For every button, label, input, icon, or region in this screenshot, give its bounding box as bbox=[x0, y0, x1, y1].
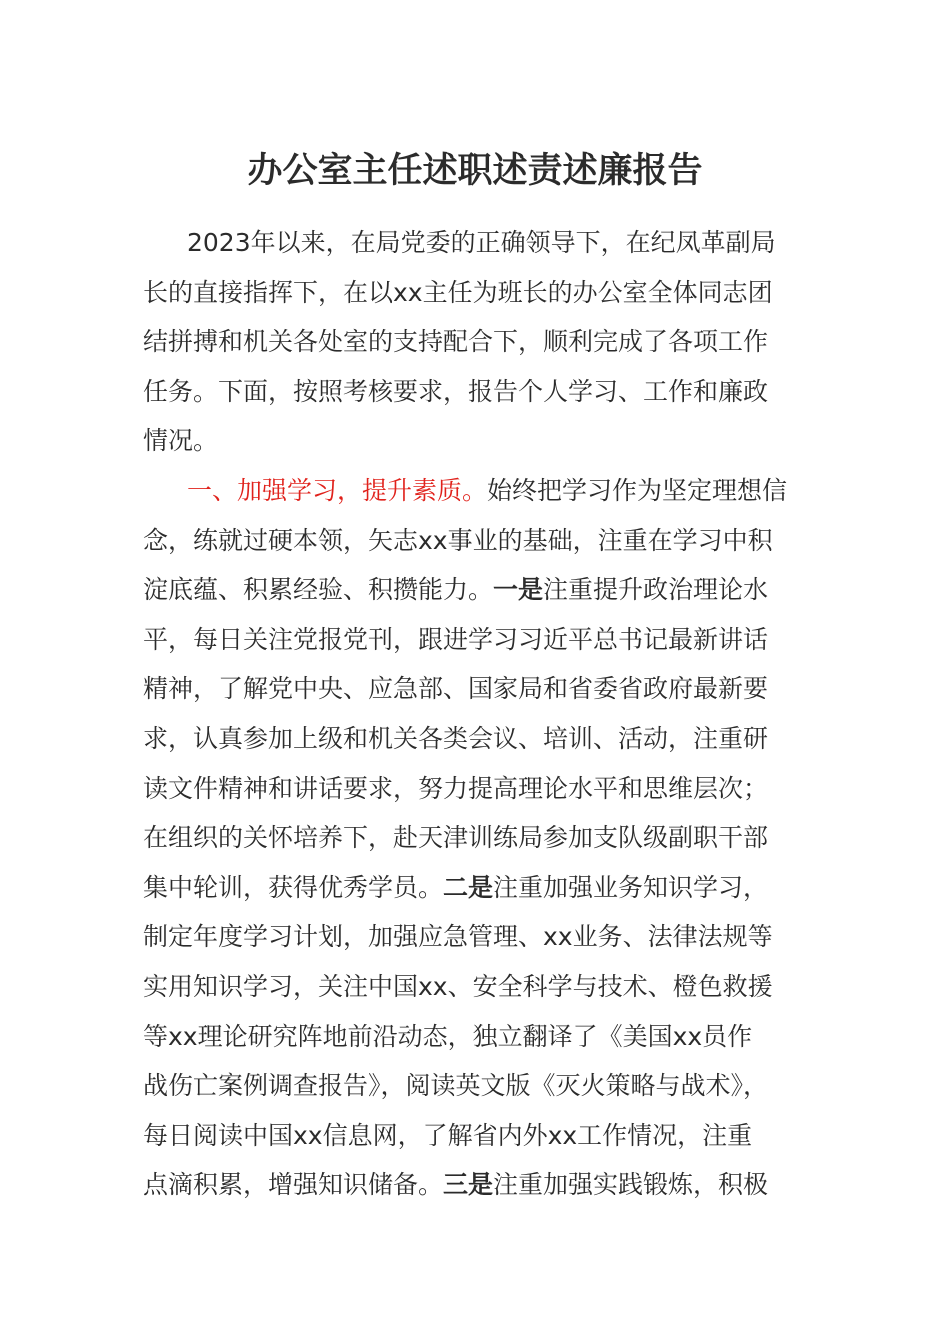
paragraph-line: 平，每日关注党报党刊，跟进学习习近平总书记最新讲话 bbox=[143, 624, 769, 654]
paragraph-line bbox=[143, 565, 808, 615]
document-body bbox=[143, 218, 808, 1210]
paragraph-line: 求，认真参加上级和机关各类会议、培训、活动，注重研 bbox=[143, 723, 769, 753]
paragraph-line: 制定年度学习计划，加强应急管理、xx业务、法律法规等 bbox=[143, 922, 773, 952]
text-run: 注重加强实践锻炼，积极 bbox=[493, 1170, 769, 1200]
section-heading: 一、加强学习，提升素质。 bbox=[187, 475, 488, 505]
paragraph-line: 2023年以来，在局党委的正确领导下，在纪凤革副局 bbox=[187, 228, 776, 257]
paragraph-line: 等xx理论研究阵地前沿动态，独立翻译了《美国xx员作 bbox=[143, 1021, 753, 1051]
paragraph-line: 结拼搏和机关各处室的支持配合下，顺利完成了各项工作 bbox=[143, 327, 769, 357]
text-run: 淀底蕴、积累经验、积攒能力。 bbox=[143, 575, 494, 605]
paragraph-line bbox=[143, 1160, 808, 1210]
paragraph-line: 战伤亡案例调查报告》，阅读英文版《灭火策略与战术》， bbox=[143, 1071, 769, 1101]
text-run: 始终把学习作为坚定理想信 bbox=[487, 475, 788, 505]
paragraph-line: 念，练就过硬本领，矢志xx事业的基础，注重在学习中积 bbox=[143, 525, 773, 555]
paragraph-line: 每日阅读中国xx信息网，了解省内外xx工作情况，注重 bbox=[143, 1120, 753, 1150]
text-run: 点滴积累，增强知识储备。 bbox=[143, 1170, 444, 1200]
document-title: 办公室主任述职述责述廉报告 bbox=[247, 151, 703, 191]
paragraph-line: 长的直接指挥下，在以xx主任为班长的办公室全体同志团 bbox=[143, 277, 773, 307]
emphasis-marker: 二是 bbox=[443, 872, 494, 902]
paragraph-line: 实用知识学习，关注中国xx、安全科学与技术、橙色救援 bbox=[143, 971, 773, 1001]
paragraph-line bbox=[143, 863, 808, 913]
text-run: 注重提升政治理论水 bbox=[543, 575, 769, 605]
paragraph-line: 在组织的关怀培养下，赴天津训练局参加支队级副职干部 bbox=[143, 823, 769, 853]
text-run: 注重加强业务知识学习， bbox=[493, 872, 769, 902]
paragraph-line: 读文件精神和讲话要求，努力提高理论水平和思维层次； bbox=[143, 773, 769, 803]
paragraph-line: 任务。下面，按照考核要求，报告个人学习、工作和廉政 bbox=[143, 376, 769, 406]
text-run: 集中轮训，获得优秀学员。 bbox=[143, 872, 444, 902]
section-heading-line bbox=[143, 466, 808, 516]
paragraph-line: 精神，了解党中央、应急部、国家局和省委省政府最新要 bbox=[143, 674, 769, 704]
emphasis-marker: 一是 bbox=[493, 575, 544, 605]
paragraph-line: 情况。 bbox=[143, 426, 219, 456]
emphasis-marker: 三是 bbox=[443, 1170, 494, 1200]
